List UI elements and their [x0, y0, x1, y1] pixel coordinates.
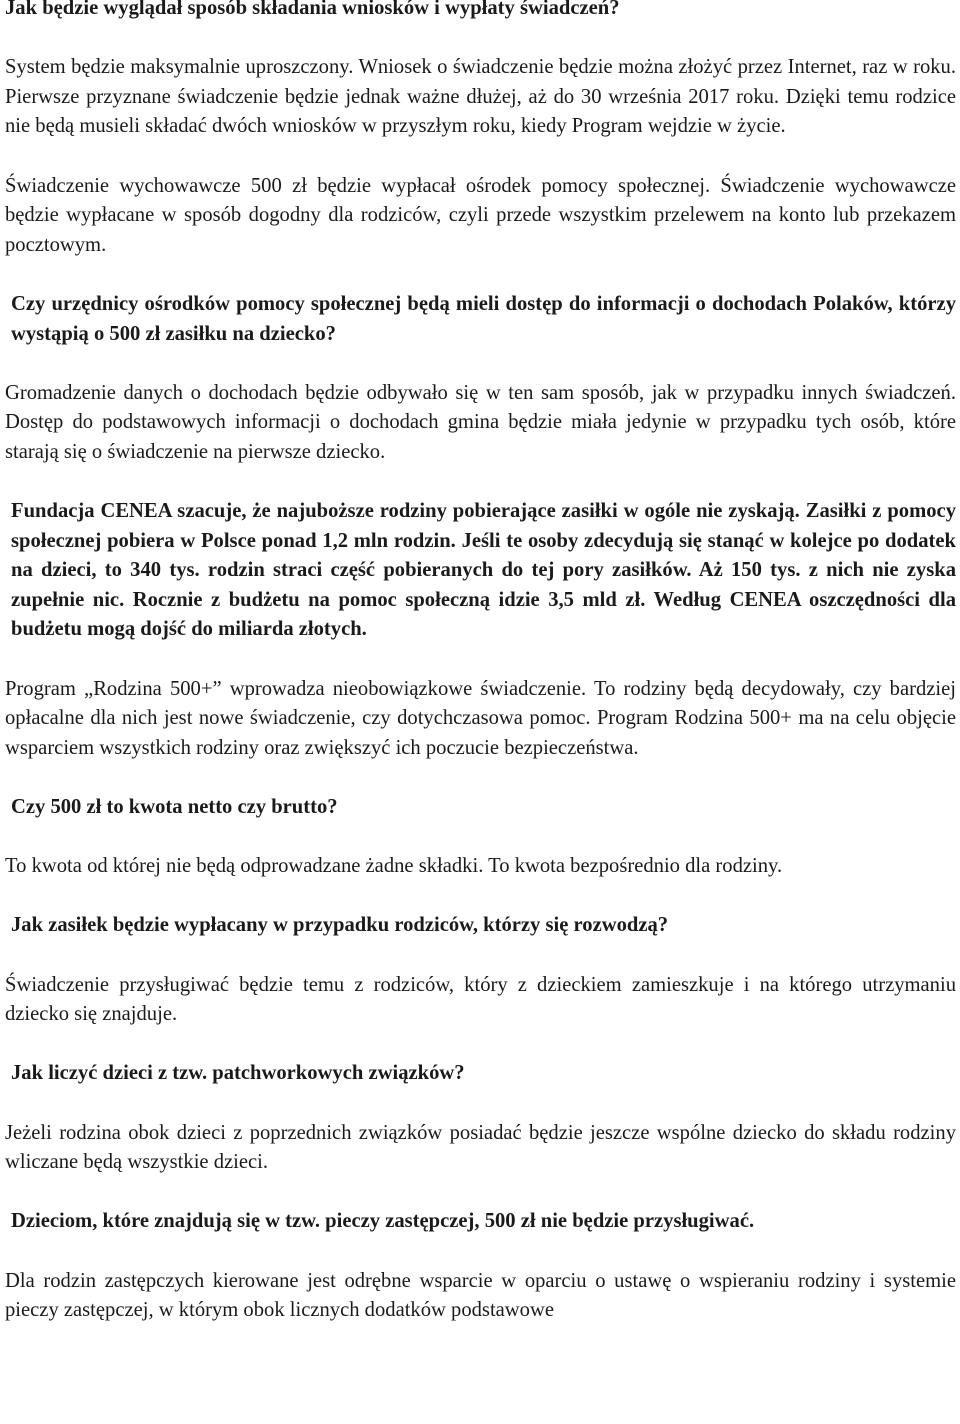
paragraph-foster-care-answer: Dla rodzin zastępczych kierowane jest odrębne wsparcie w oparciu o ustawę o wspieraniu rodziny i systemie pieczy zastępczej, w którym obok licznych dodatków podstawowe — [5, 1269, 956, 1322]
section-cenea-estimate: Fundacja CENEA szacuje, że najuboższe rodziny pobierające zasiłki w ogóle nie zyskają. Zasiłki z pomocy społecznej pobiera w Polsce ponad 1,2 mln rodzin. Jeśli te osoby zdecydują się stanąć w kolejce po dodatek na dzieci, to 340 tys. rodzin straci część pobieranych do tej pory zasiłków. Aż 150 tys. z nich nie zyska zupełnie nic. Rocznie z budżetu na pomoc społeczną idzie 3,5 mld zł. Według CENEA oszczędności dla budżetu mogą dojść do miliarda złotych. — [11, 500, 956, 641]
spacer — [5, 1237, 956, 1267]
spacer — [5, 260, 956, 290]
spacer — [5, 763, 956, 793]
spacer — [5, 645, 956, 675]
spacer — [5, 142, 956, 172]
spacer — [5, 1089, 956, 1119]
section-heading-officials-access: Czy urzędnicy ośrodków pomocy społecznej będą mieli dostęp do informacji o dochodach Polaków, którzy wystąpią o 500 zł zasiłku na dziecko? — [11, 292, 956, 345]
spacer — [5, 24, 956, 54]
section-heading-net-gross: Czy 500 zł to kwota netto czy brutto? — [11, 796, 338, 819]
spacer — [5, 941, 956, 971]
section-heading-patchwork: Jak liczyć dzieci z tzw. patchworkowych związków? — [11, 1062, 465, 1085]
spacer — [5, 1178, 956, 1208]
paragraph-patchwork-answer: Jeżeli rodzina obok dzieci z poprzednich związków posiadać będzie jeszcze wspólne dziecko do składu rodziny wliczane będą wszystkie dzieci. — [5, 1121, 956, 1174]
spacer — [5, 1030, 956, 1060]
paragraph-program-optional: Program „Rodzina 500+” wprowadza nieobowiązkowe świadczenie. To rodziny będą decydowały, czy bardziej opłacalne dla nich jest nowe świadczenie, czy dotychczasowa pomoc. Program Rodzina 500+ ma na celu objęcie wsparciem wszystkich rodziny oraz zwiększyć ich poczucie bezpieczeństwa. — [5, 677, 956, 759]
paragraph-net-amount: To kwota od której nie będą odprowadzane żadne składki. To kwota bezpośrednio dla rodziny. — [5, 855, 783, 878]
spacer — [5, 823, 956, 853]
spacer — [5, 349, 956, 379]
spacer — [5, 468, 956, 498]
section-heading-divorce: Jak zasiłek będzie wypłacany w przypadku rodziców, którzy się rozwodzą? — [11, 914, 669, 937]
paragraph-divorce-answer: Świadczenie przysługiwać będzie temu z rodziców, który z dzieckiem zamieszkuje i na którego utrzymaniu dziecko się znajduje. — [5, 973, 956, 1026]
section-heading-applications: Jak będzie wyglądał sposób składania wniosków i wypłaty świadczeń? — [5, 0, 620, 19]
section-heading-foster-care: Dzieciom, które znajdują się w tzw. pieczy zastępczej, 500 zł nie będzie przysługiwać. — [11, 1210, 755, 1233]
paragraph-simplified-system: System będzie maksymalnie uproszczony. Wniosek o świadczenie będzie można złożyć przez Internet, raz w roku. Pierwsze przyznane świadczenie będzie jednak ważne dłużej, aż do 30 września 2017 roku. Dzięki temu rodzice nie będą musieli składać dwóch wniosków w przyszłym roku, kiedy Program wejdzie w życie. — [5, 56, 956, 138]
paragraph-income-data: Gromadzenie danych o dochodach będzie odbywało się w ten sam sposób, jak w przypadku innych świadczeń. Dostęp do podstawowych informacji o dochodach gmina będzie miała jedynie w przypadku tych osób, które starają się o świadczenie na pierwsze dziecko. — [5, 381, 956, 463]
paragraph-payment-method: Świadczenie wychowawcze 500 zł będzie wypłacał ośrodek pomocy społecznej. Świadczenie wychowawcze będzie wypłacane w sposób dogodny dla rodziców, czyli przede wszystkim przelewem na konto lub przekazem pocztowym. — [5, 174, 956, 256]
spacer — [5, 882, 956, 912]
